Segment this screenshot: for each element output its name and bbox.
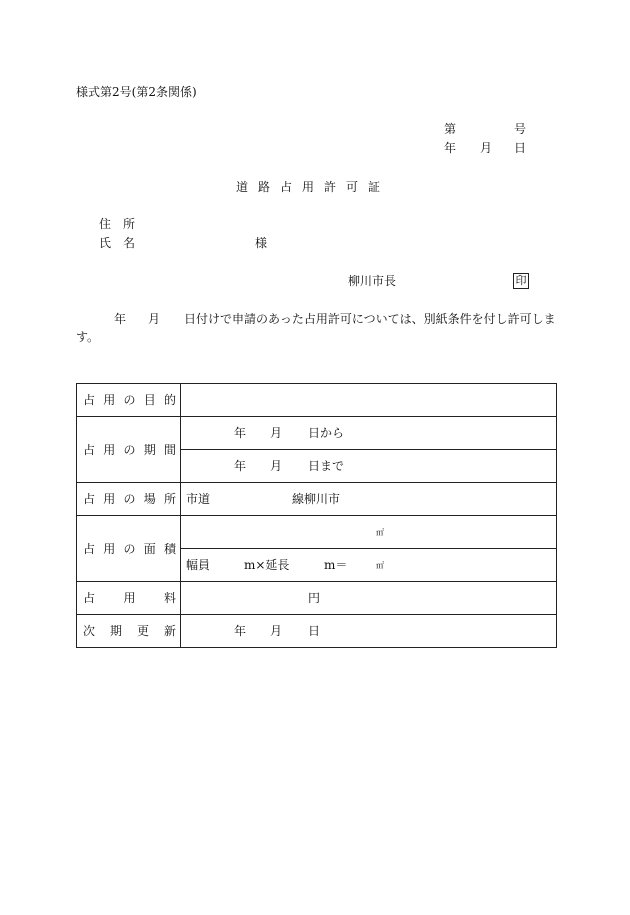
purpose-label-cell bbox=[77, 384, 181, 417]
period-from-cell bbox=[181, 417, 557, 450]
table-row-fee bbox=[77, 582, 557, 615]
area-calc-unit: ㎡ bbox=[376, 561, 384, 570]
official-seal bbox=[513, 273, 529, 289]
renewal-label-cell bbox=[77, 615, 181, 648]
fee-value-cell bbox=[181, 582, 557, 615]
period-label-cell bbox=[77, 417, 181, 483]
permit-details-table bbox=[76, 383, 557, 648]
table-row-place bbox=[77, 483, 557, 516]
issue-date-year: 年 bbox=[444, 141, 457, 155]
place-value-cell bbox=[181, 483, 557, 516]
body-month: 月 bbox=[148, 312, 161, 326]
area-total-cell bbox=[181, 516, 557, 549]
place-prefix: 市道 bbox=[186, 492, 211, 506]
purpose-label: 占 用 の 目 的 bbox=[83, 393, 176, 407]
width-unit: m×延長 bbox=[244, 558, 290, 572]
issue-date-day: 日 bbox=[514, 141, 527, 155]
fee-unit: 円 bbox=[308, 591, 321, 605]
area-label: 占 用 の 面 積 bbox=[83, 541, 176, 556]
table-row-period-from bbox=[77, 417, 557, 450]
period-from-day: 日から bbox=[308, 426, 345, 440]
area-calc-cell bbox=[181, 549, 557, 582]
form-number-label: 様式第2号(第2条関係) bbox=[76, 85, 197, 99]
period-to-day: 日まで bbox=[308, 459, 345, 473]
number-suffix: 号 bbox=[514, 122, 527, 136]
place-suffix: 線柳川市 bbox=[292, 492, 341, 506]
period-to-cell bbox=[181, 450, 557, 483]
body-year: 年 bbox=[114, 312, 127, 326]
name-label: 氏 名 bbox=[99, 236, 136, 250]
body-text-line1: 日付けで申請のあった占用許可については、別紙条件を付し許可しま bbox=[184, 312, 556, 326]
period-from-year: 年 bbox=[234, 426, 247, 440]
place-label-cell bbox=[77, 483, 181, 516]
area-label-cell bbox=[77, 516, 181, 582]
issuer-title: 柳川市長 bbox=[348, 274, 397, 288]
renewal-label: 次 期 更 新 bbox=[83, 624, 176, 638]
issue-date-month: 月 bbox=[480, 141, 493, 155]
length-unit: m＝ bbox=[324, 558, 348, 572]
table-row-renewal bbox=[77, 615, 557, 648]
renewal-value-cell bbox=[181, 615, 557, 648]
number-prefix: 第 bbox=[444, 122, 457, 136]
document-title: 道路占用許可証 bbox=[236, 180, 391, 194]
renewal-year: 年 bbox=[234, 624, 247, 638]
fee-label-cell bbox=[77, 582, 181, 615]
period-to-month: 月 bbox=[270, 459, 283, 473]
address-label: 住 所 bbox=[99, 217, 136, 231]
period-from-month: 月 bbox=[270, 426, 283, 440]
area-total-unit: ㎡ bbox=[376, 528, 384, 537]
honorific-sama: 様 bbox=[255, 236, 268, 250]
place-label: 占 用 の 場 所 bbox=[83, 492, 176, 506]
seal-mark: 印 bbox=[513, 273, 529, 289]
period-to-year: 年 bbox=[234, 459, 247, 473]
renewal-month: 月 bbox=[270, 624, 283, 638]
body-text-line2: す。 bbox=[76, 330, 100, 344]
table-row-purpose bbox=[77, 384, 557, 417]
renewal-day: 日 bbox=[308, 624, 321, 638]
period-label: 占 用 の 期 間 bbox=[83, 442, 176, 457]
purpose-value-cell bbox=[181, 384, 557, 417]
width-label: 幅員 bbox=[186, 558, 211, 572]
fee-label: 占 用 料 bbox=[83, 591, 176, 605]
table-row-area bbox=[77, 516, 557, 549]
